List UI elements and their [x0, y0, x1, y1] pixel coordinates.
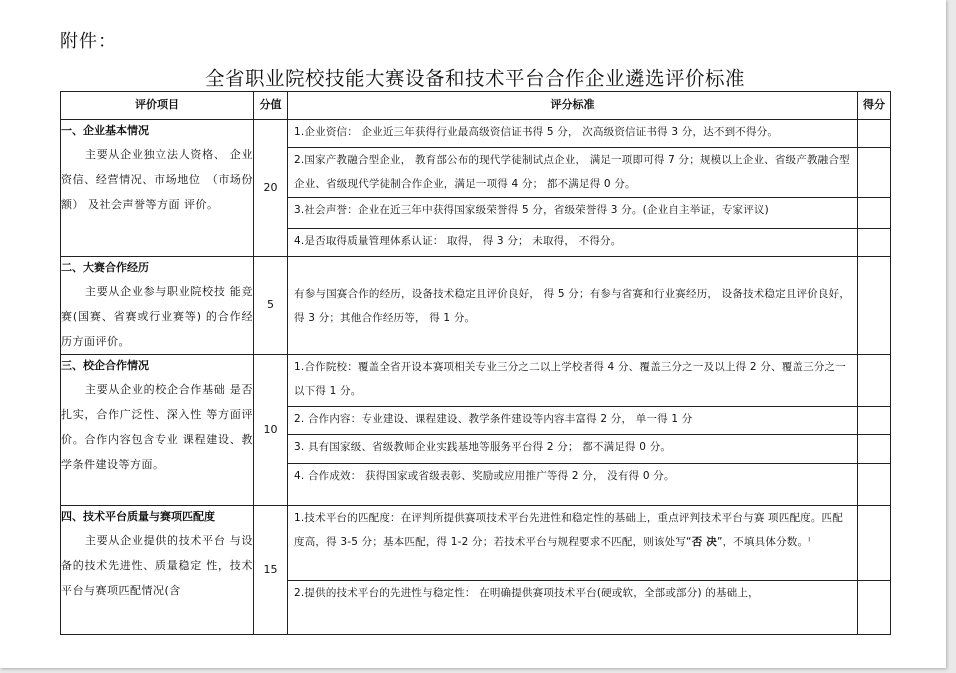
criterion-text: ”，不填具体分数。ˡ: [716, 536, 811, 548]
table-row: [61, 120, 891, 257]
criterion: [288, 506, 857, 581]
section-criteria-cell: [288, 355, 858, 506]
table-row: [61, 506, 891, 635]
section-score: 5: [254, 257, 288, 355]
veto-term: 否 决: [691, 536, 717, 548]
table-row: [61, 257, 891, 355]
score-entry-box[interactable]: [858, 198, 890, 229]
section-got-cell[interactable]: [858, 120, 891, 257]
score-entry-box[interactable]: [858, 229, 890, 256]
section-title: 三、校企合作情况: [61, 359, 149, 372]
criterion: 1.企业资信： 企业近三年获得行业最高级资信证书得 5 分， 次高级资信证书得 3 分，达不到不得分。: [288, 120, 857, 148]
score-entry-box[interactable]: [858, 464, 890, 494]
score-entry-box[interactable]: [858, 435, 890, 464]
section-score: 15: [254, 506, 288, 635]
header-criteria: 评分标准: [288, 92, 858, 120]
evaluation-table: [60, 91, 891, 635]
header-item: 评价项目: [61, 92, 254, 120]
criterion: 1.合作院校：覆盖全省开设本赛项相关专业三分之二以上学校者得 4 分、覆盖三分之一及以上得 2 分、覆盖三分之一以下得 1 分。: [288, 355, 857, 407]
section-description: 主要从企业独立法人资格、 企业资信、经营情况、市场地位 （市场份额） 及社会声誉等方面 评价。: [61, 148, 253, 211]
criterion: 2. 合作内容：专业建设、课程建设、教学条件建设等内容丰富得 2 分， 单一得 1 分: [288, 407, 857, 435]
section-item-cell: [61, 120, 254, 257]
score-entry-box[interactable]: [858, 355, 890, 407]
score-entry-box[interactable]: [858, 120, 890, 148]
section-title: 一、企业基本情况: [61, 124, 149, 137]
score-entry-box[interactable]: [858, 148, 890, 198]
table-row: [61, 355, 891, 506]
section-criteria-cell: [288, 506, 858, 635]
attachment-label: 附件：: [60, 31, 117, 52]
score-entry-box[interactable]: [858, 506, 890, 581]
section-description: 主要从企业的校企合作基础 是否扎实，合作广泛性、深入性 等方面评价。合作内容包含专业 课程建设、教学条件建设等方面。: [61, 383, 253, 471]
criterion: 4. 合作成效： 获得国家或省级表彰、奖励或应用推广等得 2 分， 没有得 0 分。: [294, 470, 675, 482]
section-title: 二、大赛合作经历: [61, 261, 149, 274]
criterion: 3.社会声誉：企业在近三年中获得国家级荣誉得 5 分，省级荣誉得 3 分。(企业自主举证，专家评议): [288, 198, 857, 229]
criterion: 2.提供的技术平台的先进性与稳定性： 在明确提供赛项技术平台(硬或软，全部或部分) 的基础上，: [294, 587, 759, 599]
criterion: 有参与国赛合作的经历，设备技术稳定且评价良好， 得 5 分；有参与省赛和行业赛经历， 设备技术稳定且评价良好， 得 3 分；其他合作经历等， 得 1 分。: [294, 287, 851, 324]
table-header-row: [61, 92, 891, 120]
section-description: 主要从企业参与职业院校技 能竞赛(国赛、省赛或行业赛等) 的合作经历方面评价。: [61, 285, 253, 348]
section-got-cell[interactable]: [858, 257, 891, 355]
criterion: 4.是否取得质量管理体系认证： 取得， 得 3 分； 未取得， 不得分。: [294, 235, 622, 247]
section-criteria-cell: [288, 257, 858, 355]
score-entry-box[interactable]: [858, 407, 890, 435]
header-score: 分值: [254, 92, 288, 120]
section-got-cell[interactable]: [858, 506, 891, 635]
header-got: 得分: [858, 92, 891, 120]
score-entry-box[interactable]: [858, 581, 890, 631]
criterion: 3. 具有国家级、省级教师企业实践基地等服务平台得 2 分； 都不满足得 0 分。: [288, 435, 857, 464]
section-item-cell: [61, 355, 254, 506]
section-title: 四、技术平台质量与赛项匹配度: [61, 510, 215, 523]
section-description: 主要从企业提供的技术平台 与设备的技术先进性、质量稳定 性，技术平台与赛项匹配情况(含: [61, 534, 253, 597]
criterion-text: 1.技术平台的匹配度：在评判所提供赛项技术平台先进性和稳定性的基础上，重点评判技术平台与赛 项匹配度。匹配度高，得 3-5 分；基本匹配，得 1-2 分；若技术平台与规程要求不匹配，则该处写“: [294, 512, 843, 548]
section-got-cell[interactable]: [858, 355, 891, 506]
section-item-cell: [61, 257, 254, 355]
section-criteria-cell: [288, 120, 858, 257]
document-title: 全省职业院校技能大赛设备和技术平台合作企业遴选评价标准: [204, 67, 745, 90]
section-item-cell: [61, 506, 254, 635]
criterion: 2.国家产教融合型企业， 教育部公布的现代学徒制试点企业， 满足一项即可得 7 分；规模以上企业、省级产教融合型企业、省级现代学徒制合作企业，满足一项得 4 分； 都不满足得 0 分。: [288, 148, 857, 198]
section-score: 10: [254, 355, 288, 506]
section-score: 20: [254, 120, 288, 257]
